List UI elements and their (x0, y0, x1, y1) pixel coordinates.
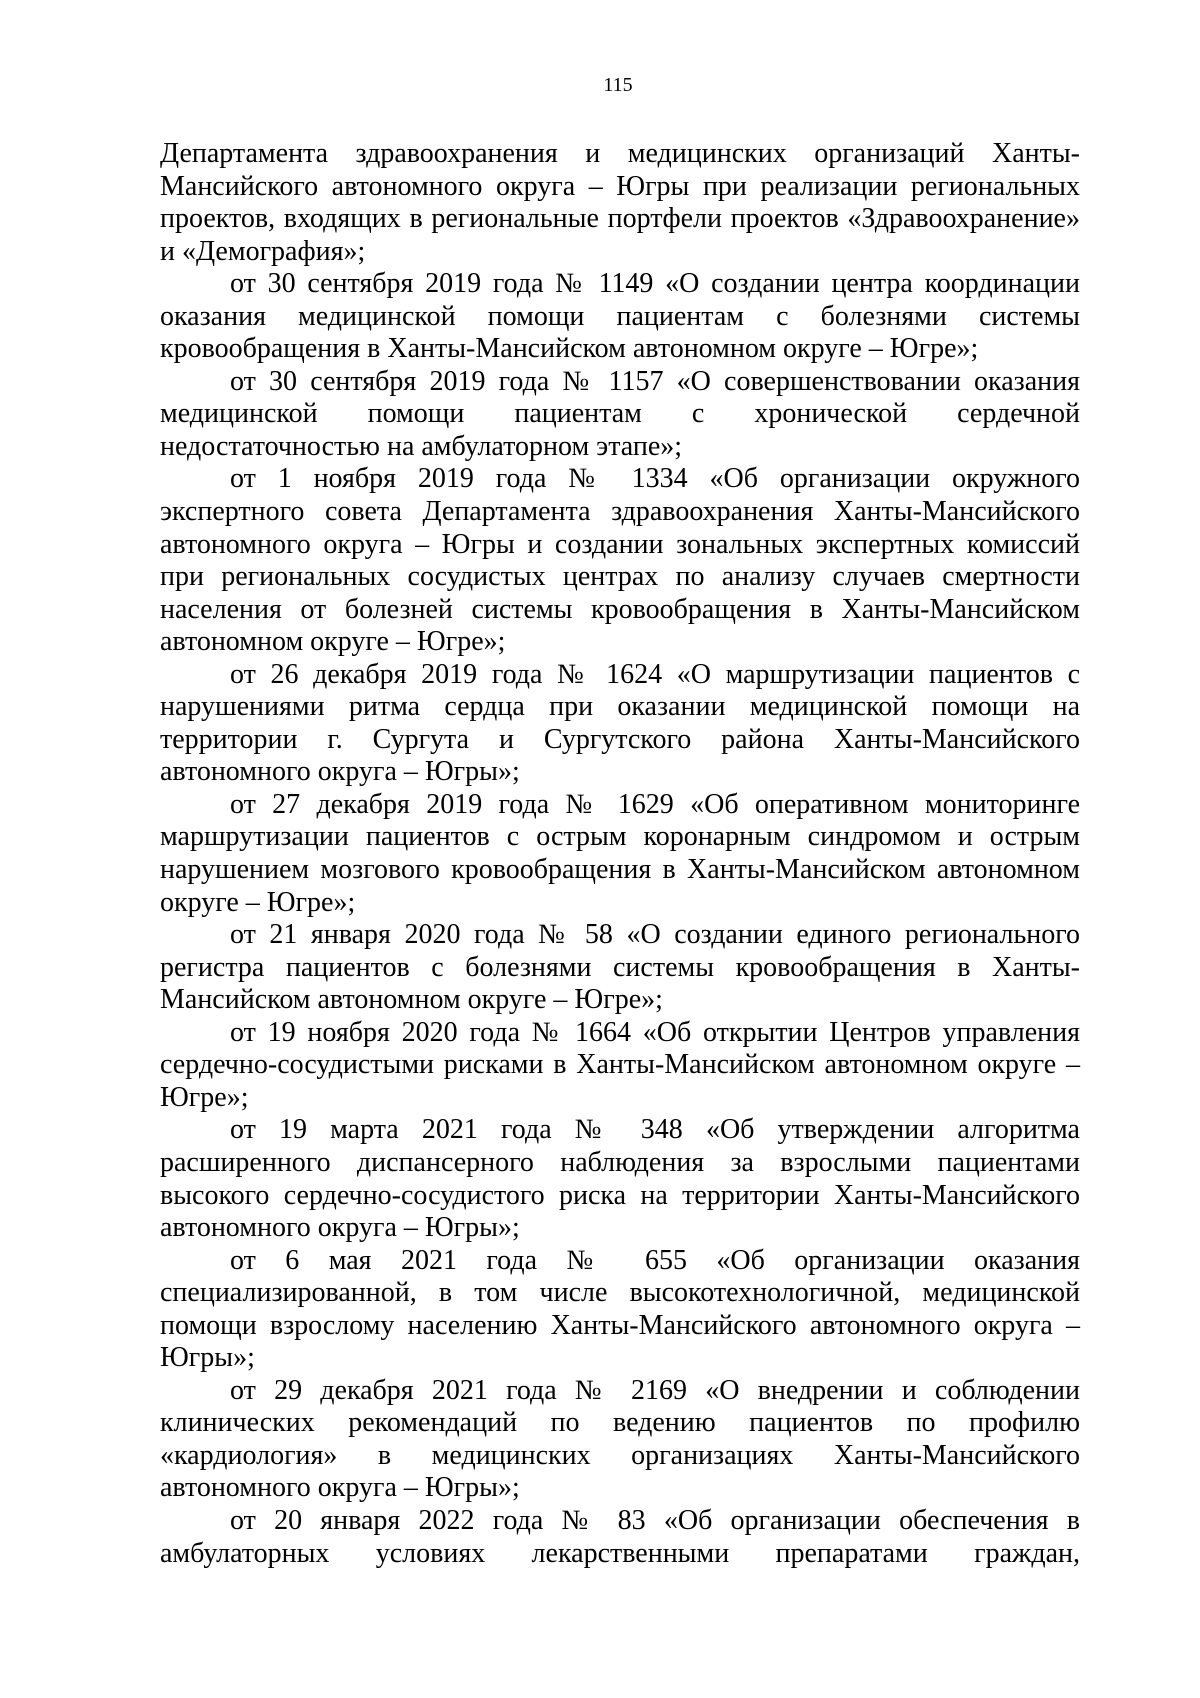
paragraph: от 27 декабря 2019 года № 1629 «Об оперативном мониторинге маршрутизации пациентов с острым коронарным синдромом и острым нарушением мозгового кровообращения в Ханты-Мансийском автономном округе – Югре»; (160, 788, 1080, 918)
paragraph: от 26 декабря 2019 года № 1624 «О маршрутизации пациентов с нарушениями ритма сердца при оказании медицинской помощи на территории г. Сургута и Сургутского района Ханты-Мансийского автономного округа – Югры»; (160, 658, 1080, 788)
page-number: 115 (603, 74, 633, 96)
paragraph: от 19 ноября 2020 года № 1664 «Об открытии Центров управления сердечно-сосудистыми рисками в Ханты-Мансийском автономном округе – Югре»; (160, 1016, 1080, 1113)
paragraph: от 19 марта 2021 года № 348 «Об утверждении алгоритма расширенного диспансерного наблюдения за взрослыми пациентами высокого сердечно-сосудистого риска на территории Ханты-Мансийского автономного округа – Югры»; (160, 1114, 1080, 1244)
paragraph: от 30 сентября 2019 года № 1157 «О совершенствовании оказания медицинской помощи пациентам с хронической сердечной недостаточностью на амбулаторном этапе»; (160, 365, 1080, 462)
paragraph: от 20 января 2022 года № 83 «Об организации обеспечения в амбулаторных условиях лекарственными препаратами граждан, (160, 1504, 1080, 1569)
paragraph: от 21 января 2020 года № 58 «О создании единого регионального регистра пациентов с болезнями системы кровообращения в Ханты-Мансийском автономном округе – Югре»; (160, 919, 1080, 1016)
paragraph: от 1 ноября 2019 года № 1334 «Об организации окружного экспертного совета Департамента здравоохранения Ханты-Мансийского автономного округа – Югры и создании зональных экспертных комиссий при региональных сосудистых центрах по анализу случаев смертности населения от болезней системы кровообращения в Ханты-Мансийском автономном округе – Югре»; (160, 463, 1080, 658)
paragraph: от 30 сентября 2019 года № 1149 «О создании центра координации оказания медицинской помощи пациентам с болезнями системы кровообращения в Ханты-Мансийском автономном округе – Югре»; (160, 268, 1080, 365)
paragraph: Департамента здравоохранения и медицинских организаций Ханты-Мансийского автономного округа – Югры при реализации региональных проектов, входящих в региональные портфели проектов «Здравоохранение» и «Демография»; (160, 138, 1080, 267)
document-body (160, 138, 1080, 1570)
paragraph: от 6 мая 2021 года № 655 «Об организации оказания специализированной, в том числе высокотехнологичной, медицинской помощи взрослому населению Ханты-Мансийского автономного округа – Югры»; (160, 1244, 1080, 1374)
paragraph: от 29 декабря 2021 года № 2169 «О внедрении и соблюдении клинических рекомендаций по ведению пациентов по профилю «кардиология» в медицинских организациях Ханты-Мансийского автономного округа – Югры»; (160, 1374, 1080, 1504)
